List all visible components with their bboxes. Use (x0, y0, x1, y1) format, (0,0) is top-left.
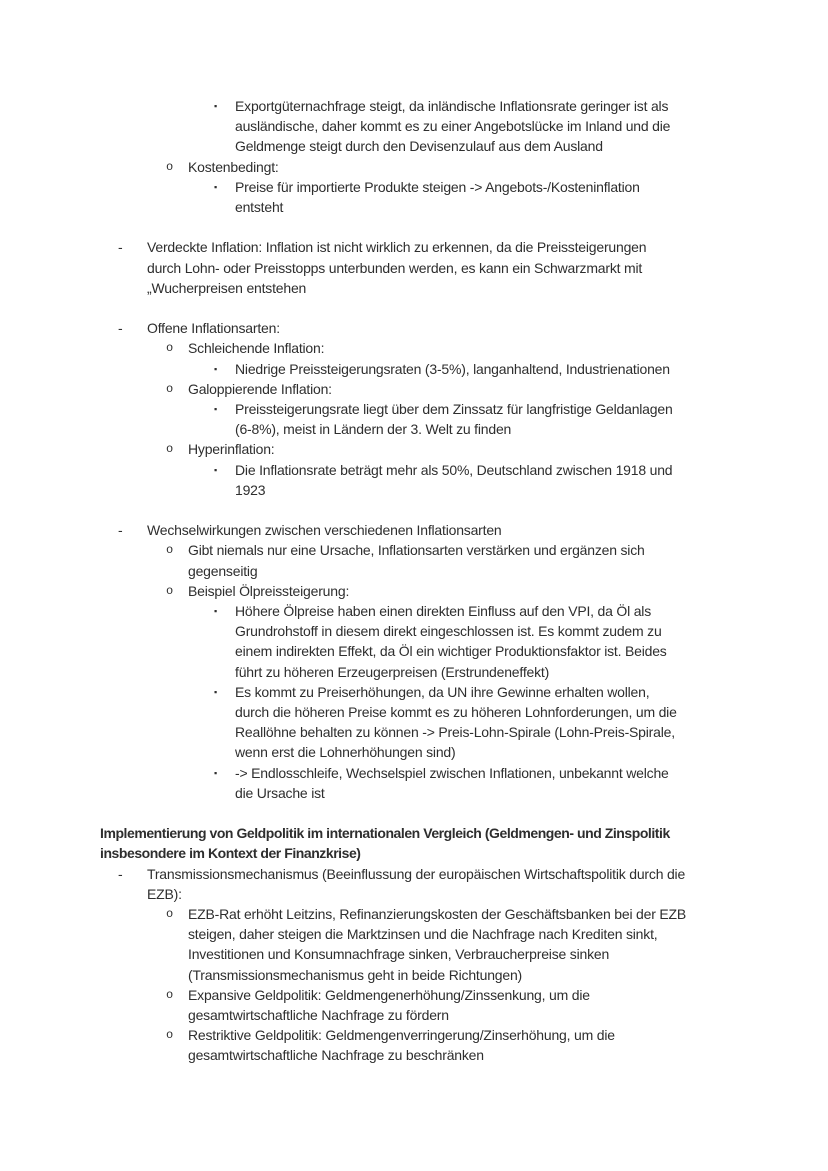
dash-bullet-icon: - (118, 320, 123, 337)
circle-bullet-icon: o (166, 543, 174, 558)
square-bullet-icon: ▪ (214, 767, 217, 778)
text-line: „Wucherpreisen entstehen (147, 279, 307, 296)
text-line: Preise für importierte Produkte steigen -> Angebots-/Kosteninflation (235, 178, 640, 195)
text-line: Höhere Ölpreise haben einen direkten Einfluss auf den VPI, da Öl als (235, 603, 651, 620)
text-line: Restriktive Geldpolitik: Geldmengenverringerung/Zinserhöhung, um die (188, 1027, 615, 1044)
text-line: ausländische, daher kommt es zu einer Angebotslücke im Inland und die (235, 118, 671, 135)
list-item-text (235, 763, 828, 803)
text-line: Reallöhne behalten zu können -> Preis-Lohn-Spirale (Lohn-Preis-Spirale, (235, 724, 675, 741)
text-line: Beispiel Ölpreissteigerung: (188, 582, 350, 599)
page-content (0, 96, 828, 1066)
list-item-text (188, 540, 828, 580)
square-bullet-icon: ▪ (214, 363, 217, 374)
list-item-level-3 (0, 763, 828, 803)
list-item-text (235, 399, 828, 439)
list-item-text (147, 864, 828, 904)
circle-bullet-icon: o (166, 381, 174, 396)
list-item-text (188, 985, 828, 1025)
list-item-text (188, 439, 828, 459)
text-line: Verdeckte Inflation: Inflation ist nicht wirklich zu erkennen, da die Preissteigerungen (147, 239, 647, 256)
list-item-level-2 (0, 1025, 828, 1065)
text-line: EZB-Rat erhöht Leitzins, Refinanzierungskosten der Geschäftsbanken bei der EZB (188, 906, 687, 923)
list-item-level-1 (0, 520, 828, 540)
circle-bullet-icon: o (166, 442, 174, 457)
list-item-text (147, 237, 828, 298)
square-bullet-icon: ▪ (214, 606, 217, 617)
circle-bullet-icon: o (166, 583, 174, 598)
list-item-text (188, 1025, 828, 1065)
paragraph-spacer (0, 500, 828, 520)
list-item-level-3 (0, 177, 828, 217)
dash-bullet-icon: - (118, 865, 123, 882)
list-item-level-2 (0, 985, 828, 1025)
list-item-level-2 (0, 439, 828, 459)
dash-bullet-icon: - (118, 522, 123, 539)
dash-bullet-icon: - (118, 239, 123, 256)
circle-bullet-icon: o (166, 987, 174, 1002)
text-line: durch die höheren Preise kommt es zu höheren Lohnforderungen, um die (235, 704, 677, 721)
list-item-text (147, 318, 828, 338)
paragraph-spacer (0, 803, 828, 823)
list-item-text (235, 177, 828, 217)
list-item-text (188, 904, 828, 985)
list-item-text (235, 359, 828, 379)
list-item-text (235, 96, 828, 157)
list-item-text (147, 520, 828, 540)
list-item-level-3 (0, 399, 828, 439)
text-line: Kostenbedingt: (188, 158, 279, 175)
text-line: Galoppierende Inflation: (188, 380, 332, 397)
square-bullet-icon: ▪ (214, 181, 217, 192)
circle-bullet-icon: o (166, 907, 174, 922)
text-line: Gibt niemals nur eine Ursache, Inflationsarten verstärken und ergänzen sich (188, 542, 645, 559)
list-item-text (188, 581, 828, 601)
heading-line: insbesondere im Kontext der Finanzkrise) (100, 845, 361, 862)
text-line: führt zu höheren Erzeugerpreisen (Erstrundeneffekt) (235, 663, 550, 680)
list-item-level-2 (0, 540, 828, 580)
list-item-level-3 (0, 96, 828, 157)
text-line: die Ursache ist (235, 784, 325, 801)
text-line: EZB): (147, 885, 182, 902)
text-line: Wechselwirkungen zwischen verschiedenen Inflationsarten (147, 522, 502, 539)
text-line: (6-8%), meist in Ländern der 3. Welt zu finden (235, 421, 512, 438)
text-line: Die Inflationsrate beträgt mehr als 50%, Deutschland zwischen 1918 und (235, 461, 673, 478)
text-line: gesamtwirtschaftliche Nachfrage zu fördern (188, 1007, 449, 1024)
list-item-text (188, 157, 828, 177)
list-item-text (235, 460, 828, 500)
text-line: Grundrohstoff in diesem direkt eingeschlossen ist. Es kommt zudem zu (235, 623, 662, 640)
list-item-level-1 (0, 237, 828, 298)
list-item-level-3 (0, 460, 828, 500)
text-line: wenn erst die Lohnerhöhungen sind) (235, 744, 456, 761)
text-line: -> Endlosschleife, Wechselspiel zwischen Inflationen, unbekannt welche (235, 764, 669, 781)
square-bullet-icon: ▪ (214, 101, 217, 111)
circle-bullet-icon: o (166, 159, 174, 174)
text-line: (Transmissionsmechanismus geht in beide Richtungen) (188, 966, 522, 983)
text-line: Expansive Geldpolitik: Geldmengenerhöhung/Zinssenkung, um die (188, 986, 590, 1003)
text-line: gesamtwirtschaftliche Nachfrage zu beschränken (188, 1047, 484, 1064)
text-line: Preissteigerungsrate liegt über dem Zinssatz für langfristige Geldanlagen (235, 401, 673, 418)
text-line: einem indirekten Effekt, da Öl ein wichtiger Produktionsfaktor ist. Beides (235, 643, 667, 660)
circle-bullet-icon: o (166, 1028, 174, 1043)
list-item-level-2 (0, 338, 828, 358)
list-item-level-3 (0, 682, 828, 763)
text-line: Exportgüternachfrage steigt, da inländische Inflationsrate geringer ist als (235, 98, 669, 114)
text-line: Offene Inflationsarten: (147, 320, 280, 337)
list-item-level-1 (0, 864, 828, 904)
text-line: durch Lohn- oder Preisstopps unterbunden werden, es kann ein Schwarzmarkt mit (147, 259, 643, 276)
square-bullet-icon: ▪ (214, 404, 217, 415)
list-item-text (188, 379, 828, 399)
text-line: Transmissionsmechanismus (Beeinflussung der europäischen Wirtschaftspolitik durch die (147, 865, 686, 882)
paragraph-spacer (0, 298, 828, 318)
text-line: steigen, daher steigen die Marktzinsen und die Nachfrage nach Krediten sinkt, (188, 926, 658, 943)
text-line: Hyperinflation: (188, 441, 275, 458)
list-item-level-1 (0, 318, 828, 338)
paragraph-spacer (0, 217, 828, 237)
list-item-level-2 (0, 904, 828, 985)
list-item-level-2 (0, 581, 828, 601)
square-bullet-icon: ▪ (214, 686, 217, 697)
text-line: Niedrige Preissteigerungsraten (3-5%), langanhaltend, Industrienationen (235, 360, 670, 377)
text-line: Es kommt zu Preiserhöhungen, da UN ihre Gewinne erhalten wollen, (235, 683, 650, 700)
text-line: entsteht (235, 199, 284, 216)
text-line: gegenseitig (188, 562, 258, 579)
list-item-text (235, 682, 828, 763)
heading-line: Implementierung von Geldpolitik im internationalen Vergleich (Geldmengen- und Zinspolitik (100, 825, 670, 842)
list-item-level-3 (0, 601, 828, 682)
list-item-level-2 (0, 157, 828, 177)
list-item-text (188, 338, 828, 358)
list-item-text (235, 601, 828, 682)
text-line: Investitionen und Konsumnachfrage sinken, Verbraucherpreise sinken (188, 946, 610, 963)
section-heading (0, 823, 828, 863)
text-line: 1923 (235, 481, 266, 498)
text-line: Geldmenge steigt durch den Devisenzulauf aus dem Ausland (235, 138, 603, 155)
square-bullet-icon: ▪ (214, 464, 217, 475)
text-line: Schleichende Inflation: (188, 340, 325, 357)
list-item-level-3 (0, 359, 828, 379)
circle-bullet-icon: o (166, 341, 174, 356)
list-item-level-2 (0, 379, 828, 399)
